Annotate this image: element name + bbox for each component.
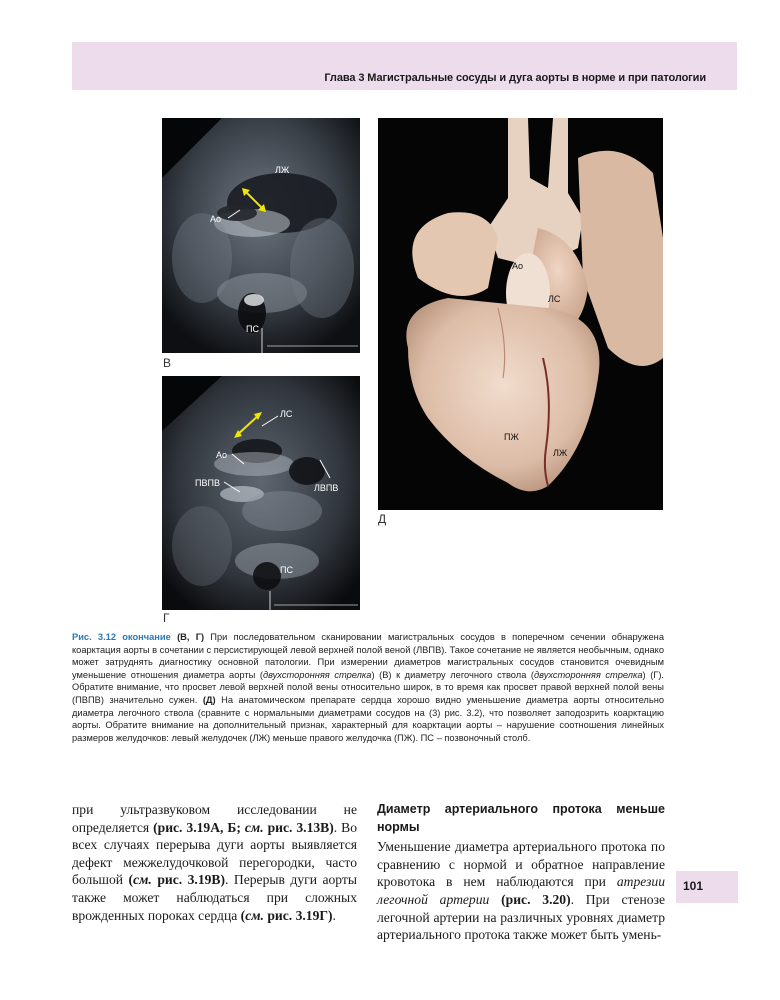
label-lvpv-g: ЛВПВ bbox=[314, 483, 339, 493]
body-text-left-column: при ультразвуковом исследовании не определяется (рис. 3.19А, Б; см. рис. 3.13В). Во всех случаях перерыва дуги аорты выявляется дефект межжелудочковой перегородки, часто большой (см. рис. 3.19В). Перерыв дуги аорты также может наблюдаться при сложных врожденных пороках сердца (см. рис. 3.19Г). bbox=[72, 802, 357, 923]
heart-specimen-image bbox=[378, 118, 663, 510]
label-ps-v: ПС bbox=[246, 324, 259, 334]
figure-caption: Рис. 3.12 окончание (В, Г) При последовательном сканировании магистральных сосудов в поперечном сечении обнаружена коарктация аорты в сочетании с персистирующей левой верхней полой веной (ЛВПВ). Такое сочетание не является необычным, однако может затруднять диагностику основной патологии. При измерении диаметров магистральных сосудов становится очевидным уменьшение отношения диаметра аорты (двухсторонняя стрелка) (В) к диаметру легочного ствола (двухсторонняя стрелка) (Г). Обратите внимание, что просвет левой верхней полой вены относительно широк, в то время как просвет правой верхней полой вены (ПВПВ) значительно сужен. (Д) На анатомическом препарате сердца хорошо видно уменьшение диаметра аорты относительно диаметра легочного ствола (сравните с нормальными диаметрами сосудов на (3) рис. 3.2), что позволяет заподозрить коарктацию аорты. Обратите внимание на дополнительный признак, характерный для коарктации аорты – нарушение соотношения линейных размеров желудочков: левый желудочек (ЛЖ) меньше правого желудочка (ПЖ). ПС – позвоночный столб. bbox=[72, 632, 665, 743]
label-ao-v: Ао bbox=[210, 214, 222, 224]
label-pvpv-g: ПВПВ bbox=[195, 478, 220, 488]
page-number: 101 bbox=[683, 879, 704, 893]
caption-part: (В, Г) bbox=[177, 632, 205, 642]
right-column-paragraph: Уменьшение диаметра артериального протока по сравнению с нормой и обратное направление кровотока в нем наблюдаются при атрезии легочной артерии (рис. 3.20). При стенозе легочной артерии на различных уровнях диаметр артериального протока также может быть умень- bbox=[377, 839, 665, 943]
anatomy-panel-d bbox=[378, 118, 663, 510]
ultrasound-image-v bbox=[162, 118, 360, 353]
label-ao-g: Ао bbox=[216, 450, 228, 460]
label-ps-g: ПС bbox=[280, 565, 293, 575]
section-title: Диаметр артериального протока меньше нормы bbox=[377, 802, 665, 834]
chapter-header: Глава 3 Магистральные сосуды и дуга аорты в норме и при патологии bbox=[324, 72, 706, 84]
ultrasound-panel-g bbox=[162, 376, 360, 610]
ultrasound-image-g bbox=[162, 376, 360, 610]
label-lzh-v: ЛЖ bbox=[275, 165, 290, 175]
label-ls-g: ЛС bbox=[280, 409, 293, 419]
caption-title: Рис. 3.12 окончание bbox=[72, 632, 171, 642]
label-pzh-d: ПЖ bbox=[504, 432, 519, 442]
label-ao-d: Ао bbox=[512, 261, 524, 271]
panel-letter-v: В bbox=[163, 356, 172, 370]
label-ls-d: ЛС bbox=[548, 294, 561, 304]
ultrasound-panel-v bbox=[162, 118, 360, 353]
label-lzh-d: ЛЖ bbox=[553, 448, 568, 458]
body-text-right-column bbox=[377, 801, 665, 944]
panel-letter-d: Д bbox=[378, 512, 387, 526]
panel-letter-g: Г bbox=[163, 611, 170, 625]
